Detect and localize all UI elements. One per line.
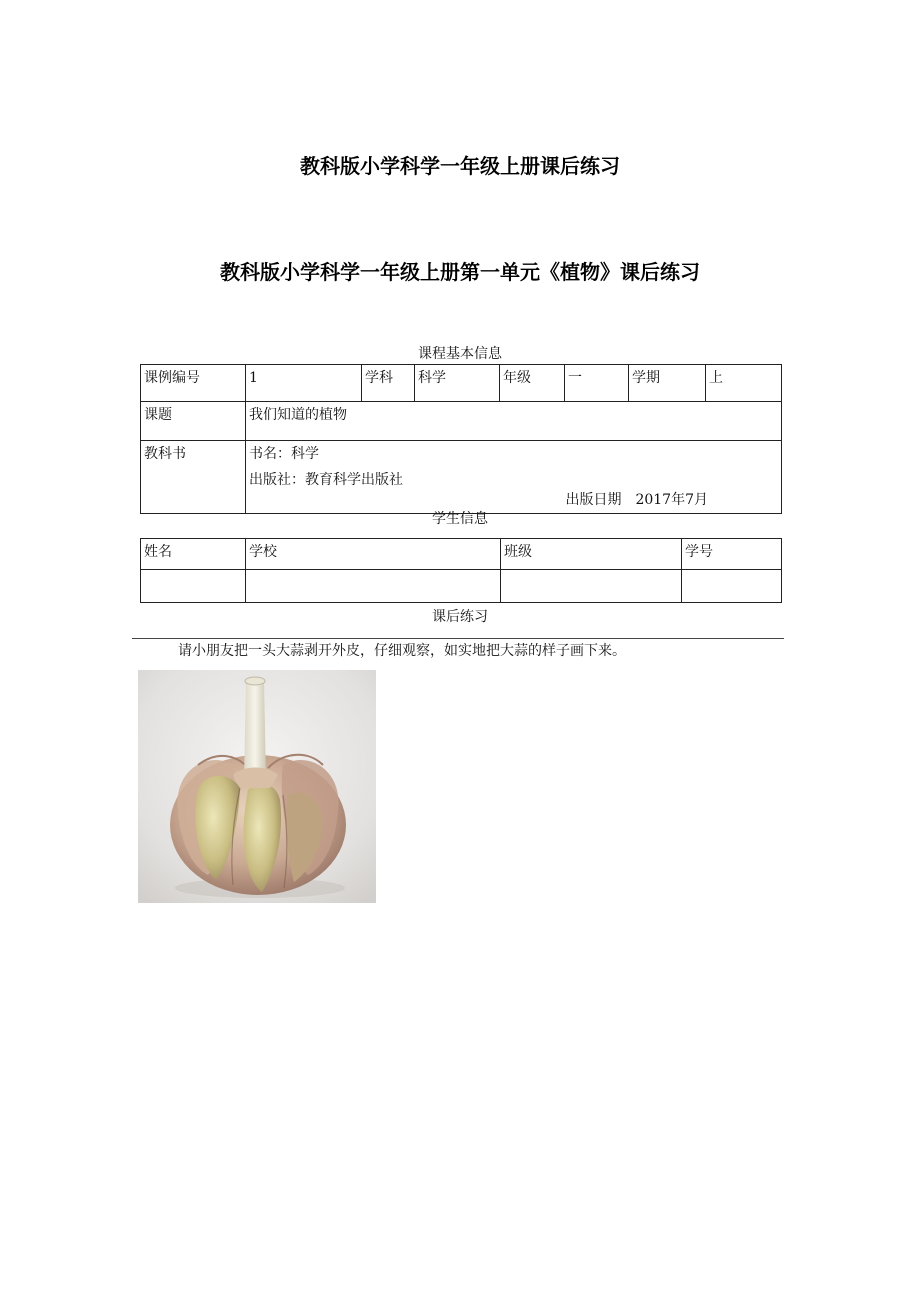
student-no-field — [682, 570, 782, 603]
school-label: 学校 — [246, 539, 501, 570]
grade-value: 一 — [565, 365, 629, 402]
publish-date: 出版日期 2017年7月 — [565, 492, 708, 508]
section-divider — [132, 638, 784, 639]
document-subtitle: 教科版小学科学一年级上册第一单元《植物》课后练习 — [220, 260, 700, 284]
table-row — [141, 570, 782, 603]
table-row — [141, 441, 782, 514]
student-no-label: 学号 — [682, 539, 782, 570]
topic-value: 我们知道的植物 — [246, 402, 782, 441]
lesson-no-value: 1 — [246, 365, 362, 402]
book-name: 书名：科学 — [249, 446, 319, 462]
subject-value: 科学 — [415, 365, 500, 402]
student-info-caption: 学生信息 — [432, 511, 488, 527]
table-row — [141, 402, 782, 441]
exercise-instruction: 请小朋友把一头大蒜剥开外皮，仔细观察，如实地把大蒜的样子画下来。 — [178, 643, 626, 659]
course-info-table — [140, 364, 782, 514]
course-info-caption: 课程基本信息 — [418, 346, 502, 362]
name-field — [141, 570, 246, 603]
term-label: 学期 — [629, 365, 706, 402]
table-row — [141, 365, 782, 402]
garlic-photo — [138, 670, 376, 903]
document-title: 教科版小学科学一年级上册课后练习 — [300, 154, 620, 178]
class-field — [501, 570, 682, 603]
lesson-no-label: 课例编号 — [141, 365, 246, 402]
exercise-caption: 课后练习 — [432, 609, 488, 625]
student-info-table — [140, 538, 782, 603]
topic-label: 课题 — [141, 402, 246, 441]
class-label: 班级 — [501, 539, 682, 570]
school-field — [246, 570, 501, 603]
textbook-details — [246, 441, 782, 514]
term-value: 上 — [706, 365, 782, 402]
table-row — [141, 539, 782, 570]
grade-label: 年级 — [500, 365, 565, 402]
publisher: 出版社：教育科学出版社 — [249, 472, 403, 488]
name-label: 姓名 — [141, 539, 246, 570]
textbook-label: 教科书 — [141, 441, 246, 514]
subject-label: 学科 — [362, 365, 415, 402]
